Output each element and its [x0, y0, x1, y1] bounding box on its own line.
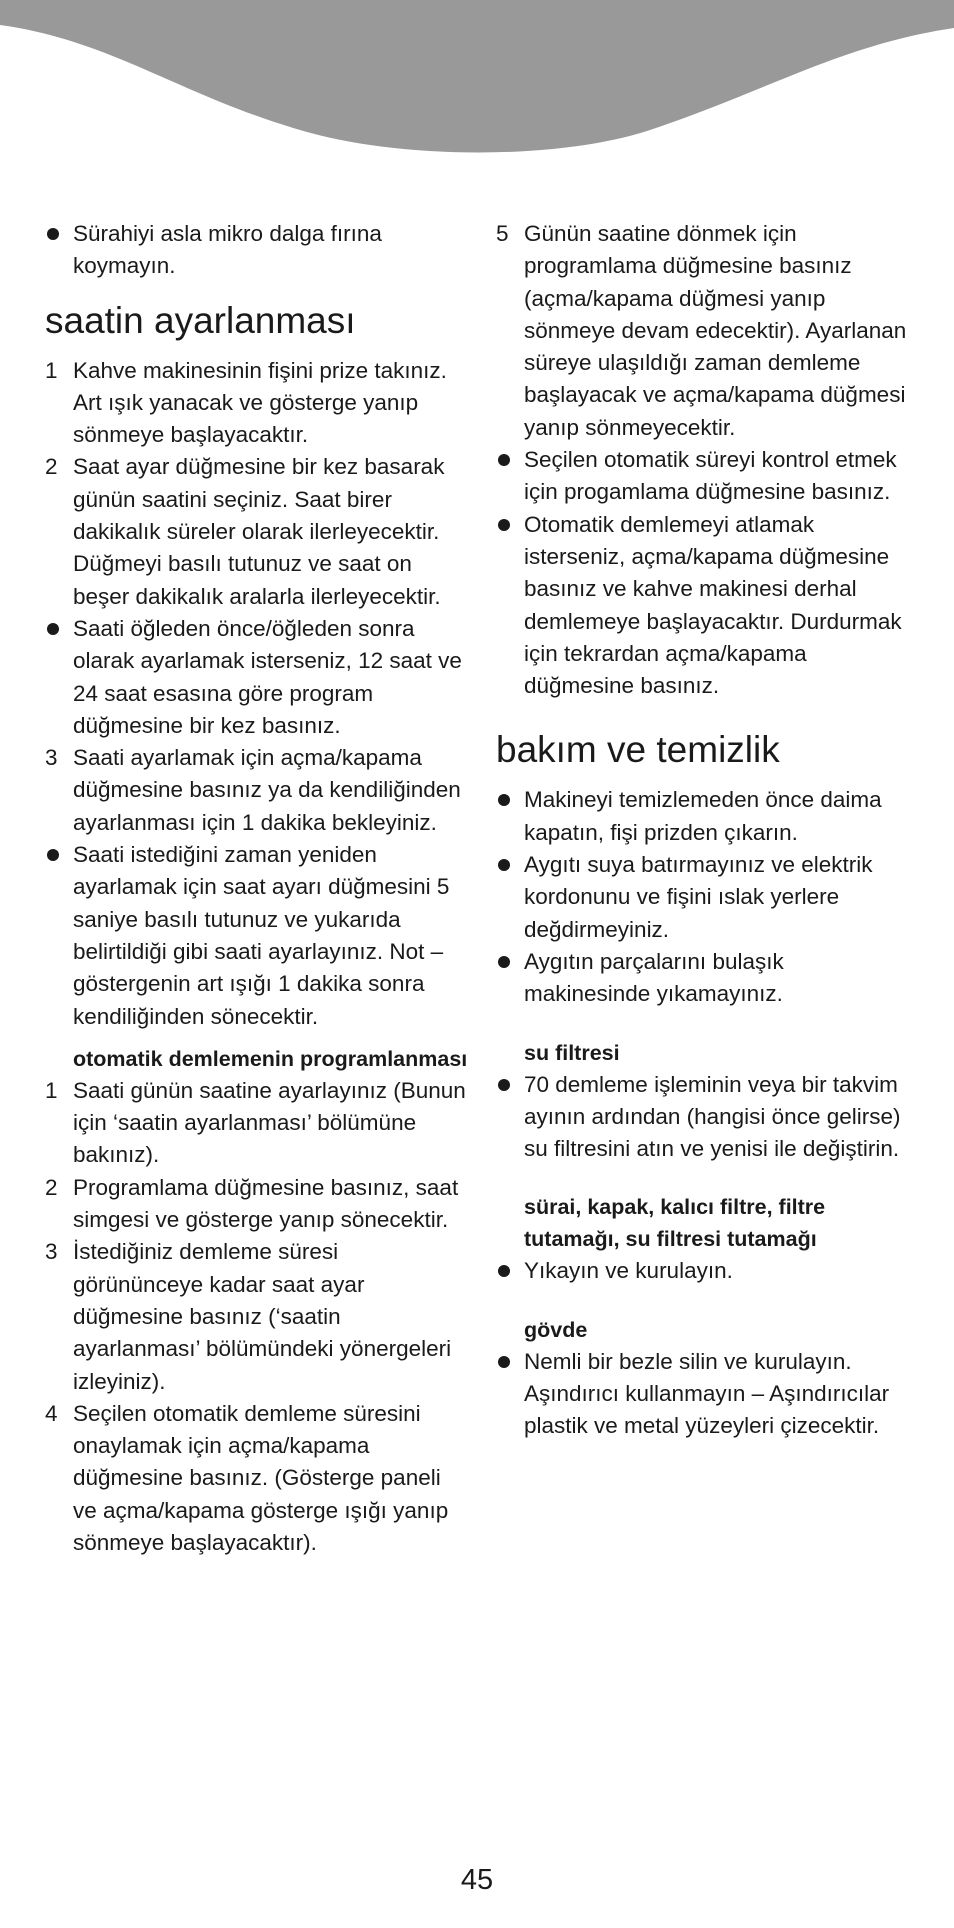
bullet-icon: [47, 228, 59, 240]
item-text: Saat ayar düğmesine bir kez basarak günün saatini seçiniz. Saat birer dakikalık süreler olarak ilerleyecektir. Düğmeyi basılı tutunuz ve saat on beşer dakikalık aralarla ilerleyecektir.: [73, 454, 445, 609]
list-item: [496, 849, 916, 946]
list-item: [45, 1075, 470, 1172]
page-number: 45: [460, 1864, 494, 1896]
bullet-icon: [498, 519, 510, 531]
subheading-programming: otomatik demlemenin programlanması: [73, 1046, 468, 1071]
list-item: [496, 509, 916, 703]
item-number: 1: [45, 1077, 58, 1103]
list-item: [45, 839, 470, 1033]
item-number: 2: [45, 1174, 58, 1200]
item-text: Seçilen otomatik demleme süresini onaylamak için açma/kapama düğmesine basınız. (Gösterge paneli ve açma/kapama gösterge ışığı yanıp sönmeye başlayacaktır).: [73, 1400, 449, 1555]
list-item: [45, 1398, 470, 1559]
list-item: [496, 1069, 916, 1166]
list-item: [496, 1346, 916, 1443]
item-text: Saati istediğini zaman yeniden ayarlamak için saat ayarı düğmesini 5 saniye basılı tutunuz ve yukarıda belirtildiği gibi saati ayarlayınız. Not – göstergenin art ışığı 1 dakika sonra kendiliğinden sönecektir.: [73, 842, 450, 1029]
item-number: 4: [45, 1400, 58, 1426]
bullet-icon: [498, 1265, 510, 1277]
subheading-body: gövde: [524, 1317, 588, 1342]
bullet-icon: [498, 859, 510, 871]
list-item: [496, 784, 916, 849]
list-item: [45, 355, 470, 452]
right-column: [496, 218, 916, 1443]
list-item: [45, 1236, 470, 1397]
item-text: Sürahiyi asla mikro dalga fırına koymayın.: [73, 221, 382, 279]
item-number: 3: [45, 1239, 58, 1265]
item-text: Makineyi temizlemeden önce daima kapatın, fişi prizden çıkarın.: [524, 787, 882, 845]
item-text: İstediğiniz demleme süresi görününceye kadar saat ayar düğmesine basınız (‘saatin ayarlanması’ bölümündeki yönergeleri izleyiniz).: [73, 1239, 452, 1394]
bullet-icon: [47, 623, 59, 635]
list-item: [45, 742, 470, 839]
left-column: [45, 218, 470, 1559]
list-item: [45, 1172, 470, 1237]
section-heading-care: bakım ve temizlik: [496, 729, 780, 771]
bullet-icon: [47, 849, 59, 861]
top-banner-wave: [0, 0, 954, 160]
item-text: Saati öğleden önce/öğleden sonra olarak ayarlamak isterseniz, 12 saat ve 24 saat esasına göre program düğmesine bir kez basınız.: [73, 615, 462, 738]
item-text: Yıkayın ve kurulayın.: [524, 1258, 733, 1284]
item-text: Aygıtın parçalarını bulaşık makinesinde yıkamayınız.: [524, 948, 784, 1007]
list-item: [496, 1255, 916, 1287]
subheading-water-filter: su filtresi: [524, 1040, 620, 1065]
item-text: Otomatik demlemeyi atlamak isterseniz, açma/kapama düğmesine basınız ve kahve makinesi derhal demlemeye başlayacaktır. Durdurmak için tekrardan açma/kapama düğmesine basınız.: [524, 511, 902, 699]
list-item: [45, 613, 470, 742]
bullet-icon: [498, 454, 510, 466]
bullet-icon: [498, 956, 510, 968]
item-number: 3: [45, 745, 58, 771]
item-number: 5: [496, 221, 509, 246]
list-item: [45, 218, 470, 283]
item-text: Seçilen otomatik süreyi kontrol etmek için progamlama düğmesine basınız.: [524, 447, 897, 505]
bullet-icon: [498, 1079, 510, 1091]
item-text: Programlama düğmesine basınız, saat simgesi ve gösterge yanıp sönecektir.: [73, 1174, 459, 1233]
item-text: Aygıtı suya batırmayınız ve elektrik kordonunu ve fişini ıslak yerlere değdirmeyiniz.: [524, 852, 873, 942]
subheading-parts: sürai, kapak, kalıcı filtre, filtre tutamağı, su filtresi tutamağı: [524, 1195, 826, 1252]
bullet-icon: [498, 794, 510, 806]
list-item: [496, 218, 916, 444]
item-text: 70 demleme işleminin veya bir takvim ayının ardından (hangisi önce gelirse) su filtresini atın ve yenisi ile değiştirin.: [524, 1071, 901, 1162]
item-text: Nemli bir bezle silin ve kurulayın. Aşındırıcı kullanmayın – Aşındırıcılar plastik ve metal yüzeyleri çizecektir.: [524, 1348, 890, 1439]
list-item: [45, 451, 470, 612]
item-number: 2: [45, 454, 58, 480]
list-item: [496, 444, 916, 509]
item-text: Saati ayarlamak için açma/kapama düğmesine basınız ya da kendiliğinden ayarlanması için 1 dakika bekleyiniz.: [73, 745, 461, 835]
item-text: Günün saatine dönmek için programlama düğmesine basınız (açma/kapama düğmesi yanıp sönmeye devam edecektir). Ayarlanan süreye ulaşıldığı zaman demleme başlayacak ve açma/kapama düğmesi yanıp sönmeyecektir.: [524, 221, 907, 440]
list-item: [496, 946, 916, 1011]
item-text: Saati günün saatine ayarlayınız (Bunun için ‘saatin ayarlanması’ bölümüne bakınız).: [73, 1077, 466, 1168]
section-heading-clock: saatin ayarlanması: [45, 299, 356, 341]
item-text: Kahve makinesinin fişini prize takınız. Art ışık yanacak ve gösterge yanıp sönmeye başlayacaktır.: [73, 357, 447, 448]
bullet-icon: [498, 1356, 510, 1368]
item-number: 1: [45, 357, 58, 383]
